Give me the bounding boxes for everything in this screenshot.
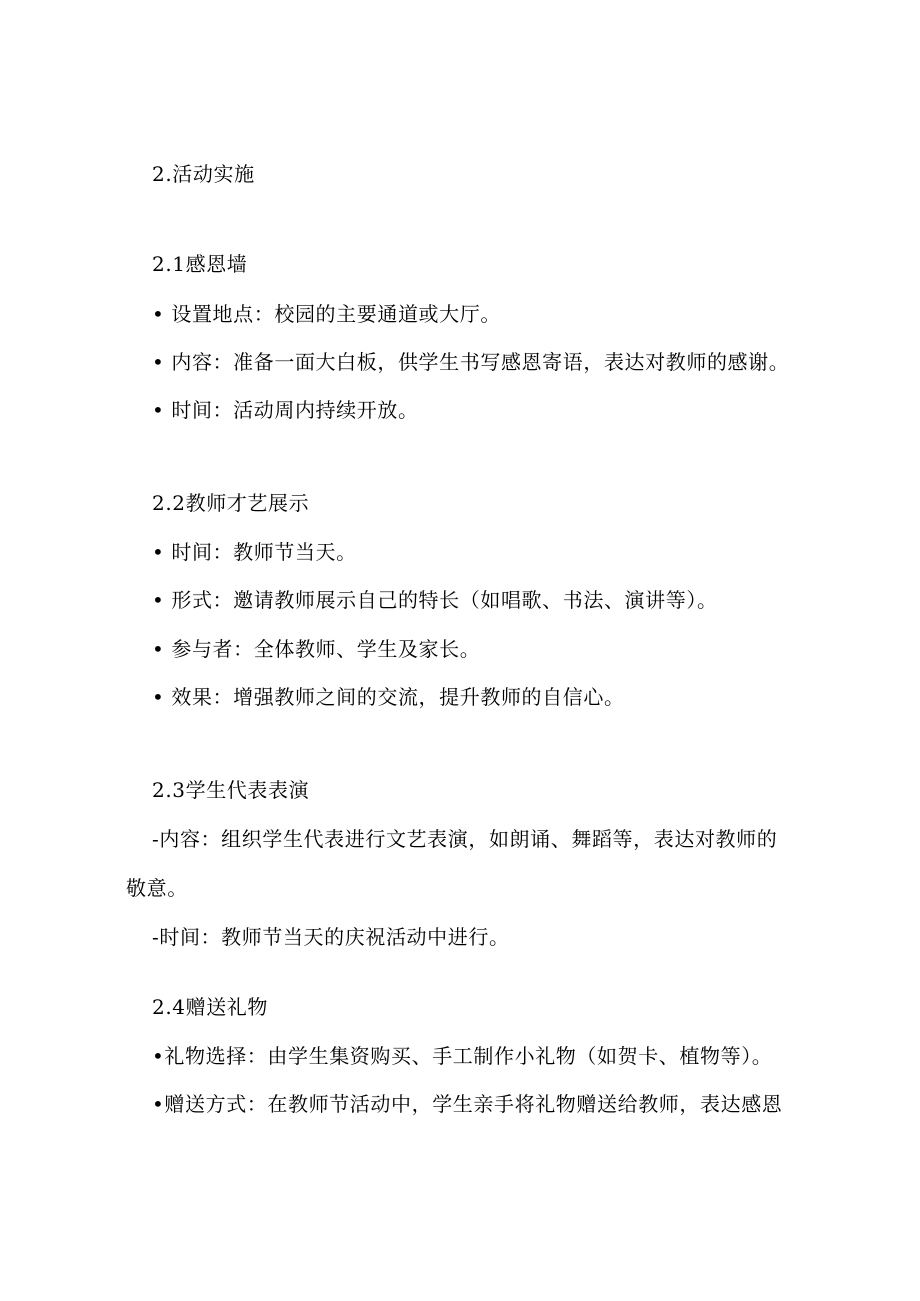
list-item: • 设置地点：校园的主要通道或大厅。 [152,302,501,326]
list-item: • 效果：增强教师之间的交流，提升教师的自信心。 [152,685,625,709]
list-item: -内容：组织学生代表进行文艺表演，如朗诵、舞蹈等，表达对教师的 [152,827,778,851]
list-item: •赠送方式：在教师节活动中，学生亲手将礼物赠送给教师，表达感恩 [152,1092,783,1116]
list-item: •礼物选择：由学生集资购买、手工制作小礼物（如贺卡、植物等）。 [152,1044,773,1068]
list-item: -时间：教师节当天的庆祝活动中进行。 [152,925,510,949]
subsection-title-student-performance: 2.3学生代表表演 [152,778,310,802]
list-item: • 时间：教师节当天。 [152,540,357,564]
section-heading: 2.活动实施 [152,162,255,186]
subsection-title-gifts: 2.4赠送礼物 [152,995,269,1019]
subsection-title-gratitude-wall: 2.1感恩墙 [152,252,248,276]
list-item: • 内容：准备一面大白板，供学生书写感恩寄语，表达对教师的感谢。 [152,350,790,374]
subsection-title-teacher-talent-show: 2.2教师才艺展示 [152,491,310,515]
list-item-continuation: 敬意。 [126,876,188,900]
list-item: • 参与者：全体教师、学生及家长。 [152,637,481,661]
list-item: • 形式：邀请教师展示自己的特长（如唱歌、书法、演讲等）。 [152,588,718,612]
list-item: • 时间：活动周内持续开放。 [152,398,419,422]
